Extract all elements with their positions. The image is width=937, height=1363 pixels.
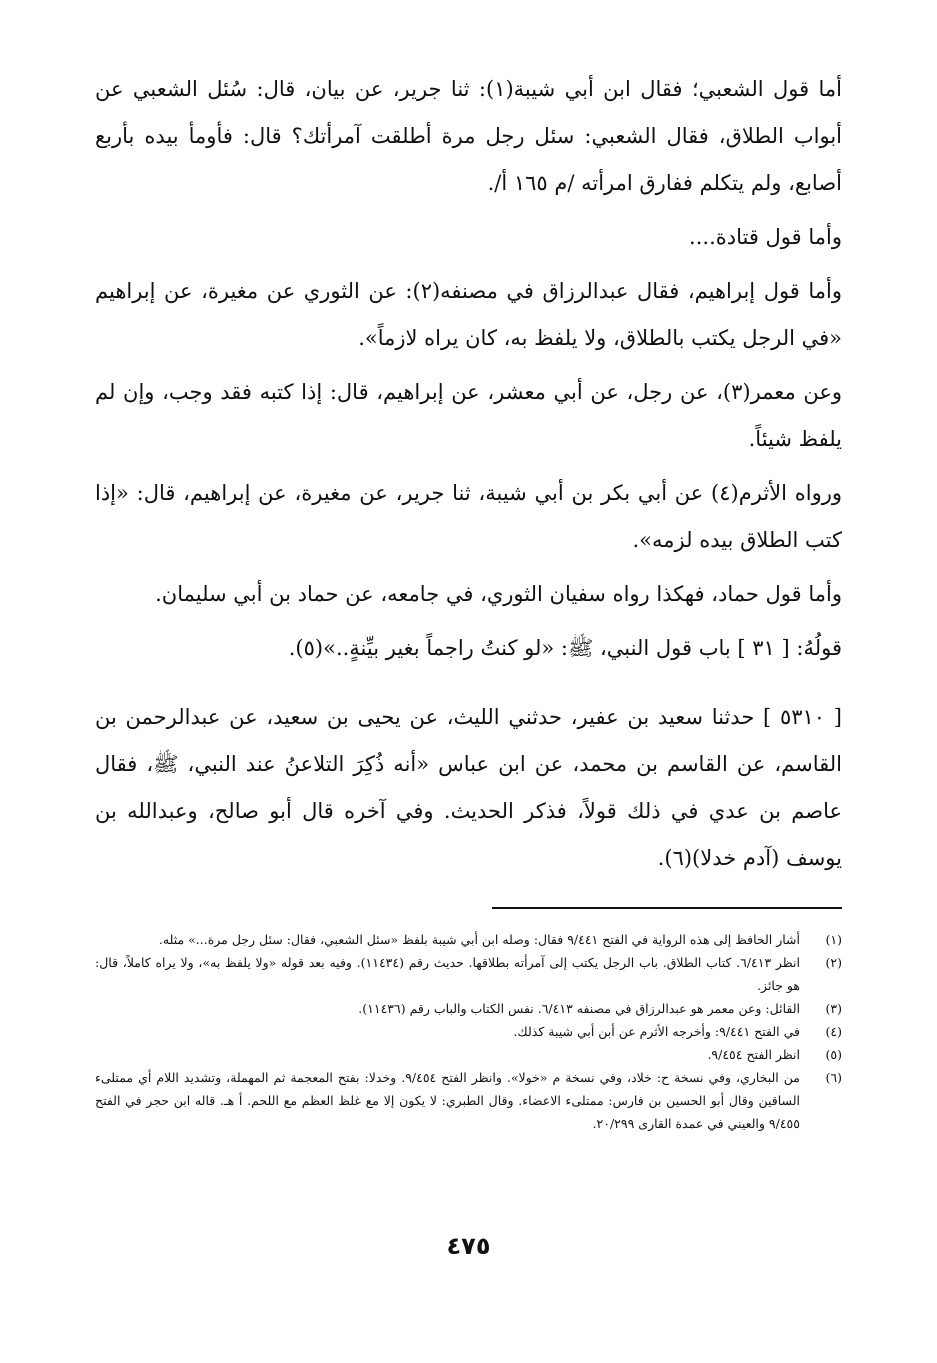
paragraph-mamar: وعن معمر(٣)، عن رجل، عن أبي معشر، عن إبراهيم، قال: إذا كتبه فقد وجب، وإن لم يلفظ شيئاً. (95, 380, 843, 451)
footnote-number: (٣) (825, 1001, 842, 1016)
hadith-text: [ ٥٣١٠ ] حدثنا سعيد بن عفير، حدثني الليث، عن يحيى بن سعيد، عن عبدالرحمن بن القاسم، عن القاسم بن محمد، عن ابن عباس «أنه ذُكِرَ التلاعنُ عند النبي، ﷺ، فقال عاصم بن عدي في ذلك قولاً، فذكر الحديث. وفي آخره قال أبو صالح، وعبدالله بن يوسف (آدم خدلا)(٦). (95, 705, 842, 870)
footnote-text: القائل: وعن معمر هو عبدالرزاق في مصنفه ٦/٤١٣. نفس الكتاب والباب رقم (١١٤٣٦). (358, 1001, 800, 1016)
footnote-number: (١) (825, 932, 842, 947)
footnote-text: انظر الفتح ٩/٤٥٤. (707, 1047, 800, 1062)
footnote-divider (492, 907, 842, 909)
footnote (95, 997, 842, 1020)
main-text (95, 66, 842, 882)
paragraph-shabi: أما قول الشعبي؛ فقال ابن أبي شيبة(١): ثنا جرير، عن بيان، قال: سُئل الشعبي عن أبواب الطلاق، فقال الشعبي: سئل رجل مرة أطلقت آمرأتك؟ قال: فأومأ بيده بأربع أصابع، ولم يتكلم ففارق امرأته /م ١٦٥ أ/. (95, 77, 842, 195)
page-number: ٤٧٥ (446, 1232, 491, 1260)
footnote (95, 1043, 842, 1066)
paragraph-ibrahim: وأما قول إبراهيم، فقال عبدالرزاق في مصنفه(٢): عن الثوري عن مغيرة، عن إبراهيم «في الرجل يكتب بالطلاق، ولا يلفظ به، كان يراه لازماً». (95, 279, 843, 350)
footnote (95, 1066, 842, 1135)
paragraph-athram: ورواه الأثرم(٤) عن أبي بكر بن أبي شيبة، ثنا جرير، عن مغيرة، عن إبراهيم، قال: «إذا كتب الطلاق بيده لزمه». (95, 481, 843, 552)
footnote-number: (٥) (825, 1047, 842, 1062)
paragraph-qatada: وأما قول قتادة.... (689, 225, 842, 249)
footnote-number: (٦) (825, 1070, 842, 1085)
footnote (95, 951, 842, 997)
footnote-text: في الفتح ٩/٤٤١: وأخرجه الأثرم عن أبن أبي شيبة كذلك. (513, 1024, 800, 1039)
footnote (95, 928, 842, 951)
footnote-number: (٤) (825, 1024, 842, 1039)
chapter-heading: قولُهُ: [ ٣١ ] باب قول النبي، ﷺ: «لو كنتُ راجماً بغير بيِّنةٍ..»(٥). (288, 636, 842, 660)
footnotes (95, 928, 842, 1135)
paragraph-hammad: وأما قول حماد، فهكذا رواه سفيان الثوري، في جامعه، عن حماد بن أبي سليمان. (155, 582, 842, 606)
footnote (95, 1020, 842, 1043)
footnote-number: (٢) (825, 955, 842, 970)
footnote-text: انظر ٦/٤١٣. كتاب الطلاق. باب الرجل يكتب إلى آمرأته بطلاقها. حديث رقم (١١٤٣٤). وفيه بعد قوله «ولا يلفظ به»، ولا يراه كاملاً، قال: هو جائز. (95, 955, 801, 993)
footnote-text: أشار الحافظ إلى هذه الرواية في الفتح ٩/٤٤١ فقال: وصله ابن أبي شيبة بلفظ «سئل الشعبي، فقال: سئل رجل مرة...» مثله. (158, 932, 800, 947)
footnote-text: من البخاري، وفي نسخة ح: خلاد، وفي نسخة م «خولا». وانظر الفتح ٩/٤٥٤. وخدلا: بفتح المعجمة ثم المهملة، وتشديد اللام أي ممتلىء الساقين وقال أبو الحسين بن فارس: ممتلىء الاعضاء. وقال الطبري: لا يكون إلا مع غلظ العظم مع اللحم. أ هـ. قاله ابن حجر في الفتح ٩/٤٥٥ والعيني في عمدة القارى ٢٠/٢٩٩. (95, 1070, 800, 1131)
